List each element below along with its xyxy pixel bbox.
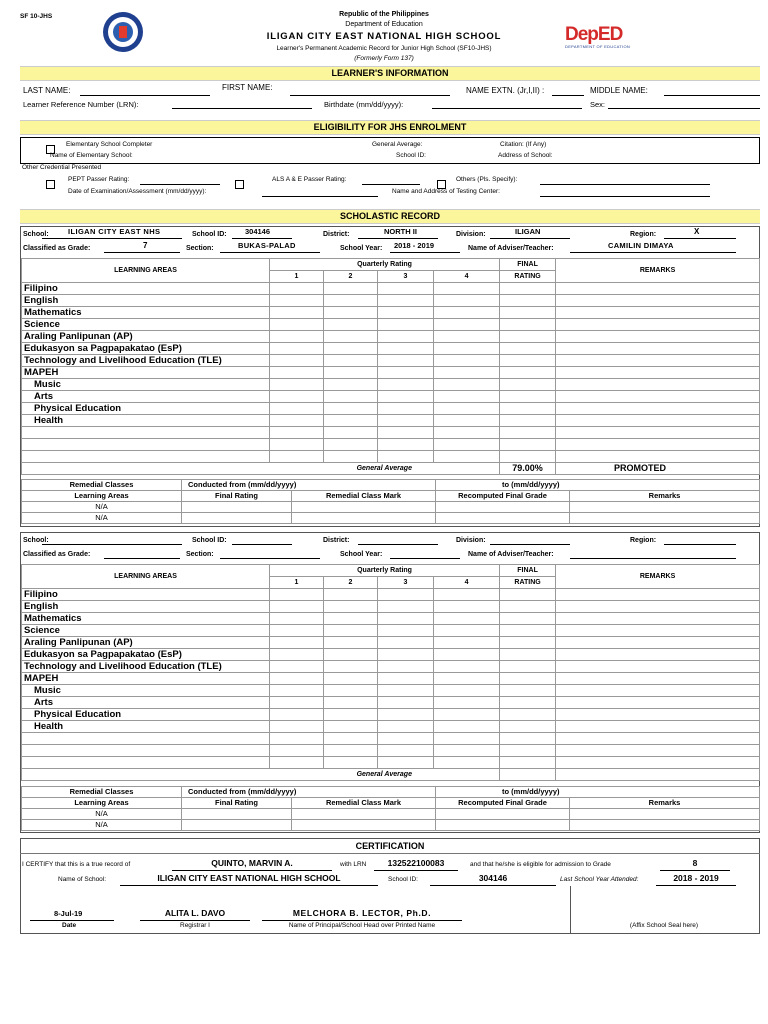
subject-english: English <box>22 601 270 613</box>
promotion-remarks: PROMOTED <box>556 463 760 475</box>
testing-center-label: Name and Address of Testing Center: <box>392 188 500 195</box>
general-average-row <box>22 463 760 475</box>
rem-final-rating-header: Final Rating <box>182 491 292 502</box>
record-2-grades-table <box>21 564 760 781</box>
general-average-row <box>22 769 760 781</box>
record-2-region-field[interactable] <box>664 544 736 545</box>
table-row <box>22 745 760 757</box>
pept-label: PEPT Passer Rating: <box>68 176 130 183</box>
record-2-remedial-table <box>21 786 760 831</box>
cert-school-id-label: School ID: <box>388 876 418 883</box>
rem-learning-areas-header: Learning Areas <box>22 491 182 502</box>
eligible-text: and that he/she is eligible for admission to Grade <box>470 861 611 868</box>
record-1-school-value: ILIGAN CITY EAST NHS <box>68 227 161 236</box>
deped-seal <box>103 12 143 52</box>
record-1-region-label: Region: <box>630 231 657 238</box>
rem-final-rating-header: Final Rating <box>182 798 292 809</box>
table-row <box>22 697 760 709</box>
subject-mapeh: MAPEH <box>22 367 270 379</box>
learner-name-line <box>172 870 332 871</box>
lrn-label: Learner Reference Number (LRN): <box>23 100 139 109</box>
table-row <box>22 513 760 524</box>
table-row <box>22 613 760 625</box>
cert-date: 8-Jul-19 <box>54 909 83 918</box>
cert-school-name: ILIGAN CITY EAST NATIONAL HIGH SCHOOL <box>157 873 341 883</box>
rem-recomputed-header: Recomputed Final Grade <box>436 491 570 502</box>
elem-school-id-label: School ID: <box>396 152 426 159</box>
q2-header: 2 <box>324 577 378 589</box>
q4-header: 4 <box>434 577 500 589</box>
record-2-district-field[interactable] <box>358 544 438 545</box>
subject-mapeh: MAPEH <box>22 673 270 685</box>
table-row <box>22 331 760 343</box>
record-1-adviser-value: CAMILIN DIMAYA <box>608 241 674 250</box>
record-1-section-label: Section: <box>186 245 214 252</box>
sex-label: Sex: <box>590 100 606 109</box>
certification-lrn-line <box>374 870 458 871</box>
registrar-name: ALITA L. DAVO <box>164 908 226 918</box>
learner-name: QUINTO, MARVIN A. <box>211 858 293 868</box>
record-title: Learner's Permanent Academic Record for Junior High School (SF10-JHS) <box>276 45 492 52</box>
learner-info-header: LEARNER'S INFORMATION <box>20 66 760 81</box>
record-1-district-line <box>358 238 438 239</box>
record-1-sy-label: School Year: <box>340 245 383 252</box>
name-extn-label: NAME EXTN. (Jr,I,II) : <box>466 86 545 95</box>
record-1-division-line <box>490 238 570 239</box>
table-row <box>22 355 760 367</box>
certification-lrn: 132522100083 <box>387 858 445 868</box>
subject-filipino: Filipino <box>22 283 270 295</box>
conducted-from-label: Conducted from (mm/dd/yyyy) <box>182 787 436 798</box>
cert-school-name-label: Name of School: <box>58 876 107 883</box>
table-row <box>22 367 760 379</box>
last-name-label: LAST NAME: <box>23 86 71 95</box>
record-1-region-value: X <box>694 227 700 236</box>
sex-field[interactable] <box>608 108 760 109</box>
other-credential-label: Other Credential Presented <box>22 164 102 171</box>
conducted-to-label: to (mm/dd/yyyy) <box>436 480 760 491</box>
final-header: FINAL <box>500 259 556 271</box>
record-1-section-line <box>220 252 320 253</box>
elem-school-name-label: Name of Elementary School: <box>50 152 133 159</box>
deped-logo: DepED DEPARTMENT OF EDUCATION <box>565 24 631 49</box>
subject-esp: Edukasyon sa Pagpapakatao (EsP) <box>22 343 270 355</box>
record-1-division-label: Division: <box>456 231 486 238</box>
record-2-division-field[interactable] <box>490 544 570 545</box>
school-name-title: ILIGAN CITY EAST NATIONAL HIGH SCHOOL <box>266 31 502 42</box>
record-1-district-label: District: <box>323 231 350 238</box>
subject-mathematics: Mathematics <box>22 307 270 319</box>
record-2-school-field[interactable] <box>42 544 182 545</box>
subject-pe: Physical Education <box>22 709 270 721</box>
exam-date-field[interactable] <box>262 196 378 197</box>
record-1-section-value: BUKAS-PALAD <box>238 241 296 250</box>
elem-completer-label: Elementary School Completer <box>66 141 153 148</box>
subject-health: Health <box>22 721 270 733</box>
rating-header: RATING <box>500 577 556 589</box>
subject-science: Science <box>22 625 270 637</box>
record-1-district-value: NORTH II <box>384 227 417 236</box>
rem-class-mark-header: Remedial Class Mark <box>292 798 436 809</box>
table-row <box>22 391 760 403</box>
cert-school-id-line <box>430 885 556 886</box>
general-average-label: General Average <box>270 769 500 781</box>
remedial-classes-label: Remedial Classes <box>22 787 182 798</box>
subject-music: Music <box>22 379 270 391</box>
q3-header: 3 <box>378 577 434 589</box>
q1-header: 1 <box>270 271 324 283</box>
pept-checkbox[interactable] <box>46 180 55 189</box>
birthdate-label: Birthdate (mm/dd/yyyy): <box>324 100 404 109</box>
record-1-adviser-label: Name of Adviser/Teacher: <box>468 245 554 252</box>
cert-date-label: Date <box>62 922 77 929</box>
scholastic-header: SCHOLASTIC RECORD <box>20 209 760 224</box>
department-text: Department of Education <box>345 21 423 28</box>
admission-grade-line <box>660 870 730 871</box>
subject-arts: Arts <box>22 391 270 403</box>
conducted-from-label: Conducted from (mm/dd/yyyy) <box>182 480 436 491</box>
first-name-label: FIRST NAME: <box>222 83 273 92</box>
q3-header: 3 <box>378 271 434 283</box>
table-row <box>22 283 760 295</box>
record-2-division-label: Division: <box>456 537 486 544</box>
general-average-label: General Average <box>270 463 500 475</box>
rem-learning-areas-header: Learning Areas <box>22 798 182 809</box>
na-cell: N/A <box>22 513 182 524</box>
final-header: FINAL <box>500 565 556 577</box>
record-1-adviser-line <box>570 252 736 253</box>
subject-music: Music <box>22 685 270 697</box>
q4-header: 4 <box>434 271 500 283</box>
record-1-school-id-label: School ID: <box>192 231 227 238</box>
cert-date-line <box>30 920 114 921</box>
record-1-grade-label: Classified as Grade: <box>23 245 91 252</box>
na-cell: N/A <box>22 809 182 820</box>
learning-areas-header: LEARNING AREAS <box>22 565 270 589</box>
subject-tle: Technology and Livelihood Education (TLE) <box>22 661 270 673</box>
record-1-grades-table <box>21 258 760 475</box>
table-row <box>22 379 760 391</box>
others-field[interactable] <box>540 184 710 185</box>
admission-grade: 8 <box>692 858 698 868</box>
table-row <box>22 673 760 685</box>
citation-label: Citation: (If Any) <box>500 141 547 148</box>
als-field[interactable] <box>362 184 420 185</box>
table-row <box>22 307 760 319</box>
remarks-header: REMARKS <box>556 259 760 283</box>
record-2-sy-field[interactable] <box>390 558 460 559</box>
cert-school-id: 304146 <box>478 873 508 883</box>
registrar-label: Registrar I <box>180 922 210 929</box>
record-2-district-label: District: <box>323 537 350 544</box>
table-row <box>22 649 760 661</box>
subject-english: English <box>22 295 270 307</box>
table-row <box>22 295 760 307</box>
record-2-grade-label: Classified as Grade: <box>23 551 91 558</box>
last-sy-label: Last School Year Attended: <box>560 876 639 883</box>
testing-center-field[interactable] <box>540 196 710 197</box>
registrar-line <box>140 920 250 921</box>
q1-header: 1 <box>270 577 324 589</box>
certification-divider <box>20 853 760 854</box>
rem-remarks-header: Remarks <box>570 798 760 809</box>
record-1-sy-value: 2018 - 2019 <box>394 241 435 250</box>
principal-label: Name of Principal/School Head over Printed Name <box>288 922 436 929</box>
table-row <box>22 661 760 673</box>
table-row <box>22 502 760 513</box>
record-2-section-field[interactable] <box>220 558 320 559</box>
general-average-value: 79.00% <box>500 463 556 475</box>
table-row <box>22 757 760 769</box>
table-row <box>22 319 760 331</box>
subject-science: Science <box>22 319 270 331</box>
subject-esp: Edukasyon sa Pagpapakatao (EsP) <box>22 649 270 661</box>
record-2-school-id-field[interactable] <box>232 544 292 545</box>
record-1-remedial-table <box>21 479 760 524</box>
rem-class-mark-header: Remedial Class Mark <box>292 491 436 502</box>
subject-mathematics: Mathematics <box>22 613 270 625</box>
principal-line <box>262 920 462 921</box>
record-1-grade-value: 7 <box>143 241 148 250</box>
rem-remarks-header: Remarks <box>570 491 760 502</box>
middle-name-field[interactable] <box>664 95 760 96</box>
table-row <box>22 637 760 649</box>
record-1-school-id-line <box>232 238 292 239</box>
table-row <box>22 709 760 721</box>
record-1-school-line <box>42 238 182 239</box>
table-row <box>22 439 760 451</box>
subject-health: Health <box>22 415 270 427</box>
first-name-field[interactable] <box>290 95 450 96</box>
table-row <box>22 721 760 733</box>
table-row <box>22 343 760 355</box>
birthdate-field[interactable] <box>432 108 582 109</box>
last-sy-value: 2018 - 2019 <box>673 873 719 883</box>
republic-text: Republic of the Philippines <box>339 11 429 18</box>
remarks-header: REMARKS <box>556 565 760 589</box>
table-row <box>22 733 760 745</box>
record-2-region-label: Region: <box>630 537 657 544</box>
subject-ap: Araling Panlipunan (AP) <box>22 331 270 343</box>
record-1-sy-line <box>390 252 460 253</box>
subject-tle: Technology and Livelihood Education (TLE) <box>22 355 270 367</box>
record-2-adviser-label: Name of Adviser/Teacher: <box>468 551 554 558</box>
principal-name: MELCHORA B. LECTOR, Ph.D. <box>292 908 432 918</box>
table-row <box>22 685 760 697</box>
eligibility-header: ELIGIBILITY FOR JHS ENROLMENT <box>20 120 760 135</box>
record-1-division-value: ILIGAN <box>515 227 541 236</box>
subject-filipino: Filipino <box>22 589 270 601</box>
subject-ap: Araling Panlipunan (AP) <box>22 637 270 649</box>
record-1-school-label: School: <box>23 231 49 238</box>
rem-recomputed-header: Recomputed Final Grade <box>436 798 570 809</box>
name-extn-field[interactable] <box>552 95 584 96</box>
middle-name-label: MIDDLE NAME: <box>590 86 648 95</box>
table-row <box>22 820 760 831</box>
table-row <box>22 601 760 613</box>
elem-address-label: Address of School: <box>498 152 553 159</box>
record-2-section-label: Section: <box>186 551 214 558</box>
table-row <box>22 415 760 427</box>
learning-areas-header: LEARNING AREAS <box>22 259 270 283</box>
remedial-classes-label: Remedial Classes <box>22 480 182 491</box>
table-row <box>22 451 760 463</box>
last-name-field[interactable] <box>80 95 210 96</box>
record-1-grade-line <box>104 252 180 253</box>
record-2-sy-label: School Year: <box>340 551 383 558</box>
q2-header: 2 <box>324 271 378 283</box>
table-row <box>22 403 760 415</box>
na-cell: N/A <box>22 502 182 513</box>
als-label: ALS A & E Passer Rating: <box>272 176 347 183</box>
exam-date-label: Date of Examination/Assessment (mm/dd/yyyy): <box>68 188 207 195</box>
conducted-to-label: to (mm/dd/yyyy) <box>436 787 760 798</box>
seal-label: (Affix School Seal here) <box>629 922 699 929</box>
form-code: SF 10-JHS <box>20 13 53 20</box>
record-2-school-id-label: School ID: <box>192 537 227 544</box>
record-1-school-id-value: 304146 <box>245 227 271 236</box>
table-row <box>22 809 760 820</box>
cert-school-name-line <box>120 885 378 886</box>
subject-arts: Arts <box>22 697 270 709</box>
subject-pe: Physical Education <box>22 403 270 415</box>
als-checkbox[interactable] <box>235 180 244 189</box>
certification-title: CERTIFICATION <box>355 841 425 851</box>
table-row <box>22 427 760 439</box>
quarterly-rating-header: Quarterly Rating <box>270 259 500 271</box>
with-lrn-text: with LRN <box>340 861 367 868</box>
record-1-region-line <box>664 238 736 239</box>
others-label: Others (Pls. Specify): <box>456 176 518 183</box>
general-average-label: General Average: <box>372 141 423 148</box>
rating-header: RATING <box>500 271 556 283</box>
lrn-field[interactable] <box>172 108 312 109</box>
record-2-adviser-field[interactable] <box>570 558 736 559</box>
formerly-text: (Formerly Form 137) <box>354 55 414 62</box>
certify-text: I CERTIFY that this is a true record of <box>22 861 131 868</box>
record-2-grade-field[interactable] <box>104 558 180 559</box>
record-2-school-label: School: <box>23 537 49 544</box>
quarterly-rating-header: Quarterly Rating <box>270 565 500 577</box>
pept-field[interactable] <box>140 184 220 185</box>
na-cell: N/A <box>22 820 182 831</box>
table-row <box>22 589 760 601</box>
table-row <box>22 625 760 637</box>
